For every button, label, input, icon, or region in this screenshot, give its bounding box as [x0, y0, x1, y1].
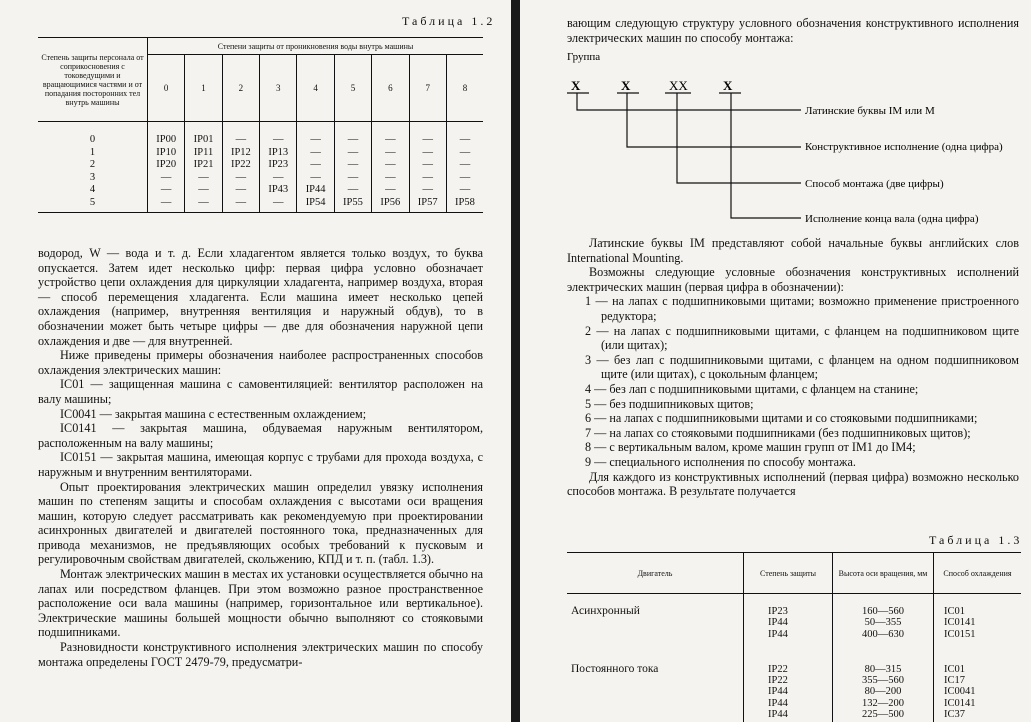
paragraph: Возможны следующие условные обозначения конструктивных исполнений электрических машин (первая цифра в обозначении): [567, 265, 1019, 294]
paragraph: IC0141 — закрытая машина, обдуваемая наружным вентилятором, расположенным на валу машины; [38, 421, 483, 450]
table-row [38, 147, 483, 160]
t13-value: IC01 [944, 606, 965, 617]
book-spine [511, 0, 520, 722]
paragraph: IC0041 — закрытая машина с естественным охлаждением; [60, 406, 367, 421]
table-row [38, 122, 483, 147]
table-cell: IP54 [297, 197, 334, 213]
table-cell: — [222, 172, 259, 185]
table-1-2-row-header: Степень защиты персонала от соприкосновения с токоведущими и вращающимися частями и от попадания посторонних тел внутрь машины [38, 38, 148, 122]
table-cell: — [459, 171, 471, 183]
paragraph: Латинские буквы IM представляют собой начальные буквы английских слов International Mounting. [567, 236, 1019, 265]
table-cell: — [409, 184, 446, 197]
table-row [38, 172, 483, 185]
symbol-x2: X [621, 78, 631, 93]
table-cell: IP11 [185, 147, 222, 160]
table-cell: — [297, 159, 334, 172]
design-list [567, 294, 1019, 469]
table-cell: IP43 [260, 184, 297, 197]
symbol-x4: X [723, 78, 733, 93]
t13-value: IC0141 [944, 617, 976, 629]
table-1-2-col-label: 3 [260, 55, 297, 122]
table-cell: IP22 [222, 159, 259, 172]
table-cell: — [260, 122, 297, 147]
table-1-2-col-label: 0 [148, 55, 185, 122]
table-cell: IP12 [222, 147, 259, 160]
paragraph: IC0151 — закрытая машина, имеющая корпус с трубами для прохода воздуха, с наружным и внутренним вентиляторами. [38, 450, 483, 479]
table-cell: — [372, 122, 409, 147]
t13-value: 80—200 [864, 686, 902, 698]
table-1-2-col-label: 8 [446, 55, 483, 122]
right-intro: вающим следующую структуру условного обозначения конструктивного исполнения электрических машин по способу монтажа: [567, 16, 1019, 45]
symbol-xx: XX [669, 78, 688, 93]
t13-header: Высота оси вращения, мм [833, 553, 934, 594]
table-cell: — [409, 147, 446, 160]
t13-height [833, 648, 934, 722]
table-cell: — [185, 197, 222, 213]
t13-protection [744, 594, 833, 648]
t13-value: IP44 [768, 697, 788, 709]
paragraph: водород, W — вода и т. д. Если хладагентом является только воздух, то буква опускается. Затем идет несколько цифр: первая цифра условно обозначает устройство цепи охлаждения для циркуляции хладагента, например воздуха, вторая — способ перемещения хладагента. Если машина имеет несколько цепей охлаждения (например, внутренняя вентиляция и наружный обдув), то в обозначении может быть четыре цифры — две для обозначения наружной цепи охлаждения и две — для внутренней. [38, 246, 483, 348]
table-1-2-group-header: Степени защиты от проникновения воды внутрь машины [148, 38, 484, 55]
t13-header: Двигатель [567, 553, 744, 594]
table-cell: — [409, 172, 446, 185]
diagram-label: Исполнение конца вала (одна цифра) [805, 213, 979, 225]
t13-value: IP23 [768, 606, 788, 617]
t13-cooling [934, 648, 1022, 722]
table-cell: IP57 [409, 197, 446, 213]
t13-motor: Асинхронный [567, 594, 744, 648]
t13-value: IC17 [944, 675, 965, 687]
diagram-label: Латинские буквы IM или M [805, 105, 935, 117]
t13-height [833, 594, 934, 648]
t13-value: 160—560 [862, 606, 904, 617]
table-cell: IP55 [334, 197, 371, 213]
list-item: 2 — на лапах с подшипниковыми щитами, с фланцем на подшипниковом щите (или щитах); [585, 323, 1019, 353]
table-1-2-caption: Таблица 1.2 [402, 14, 496, 28]
list-item: 4 — без лап с подшипниковыми щитами, с фланцем на станине; [585, 381, 919, 396]
paragraph: Монтаж электрических машин в местах их установки осуществляется обычно на лапах или посредством фланцев. При этом возможно разное пространственное расположение оси вала машины (например, горизонтальное или вертикальное). Электрические машины большей мощности обычно выполняют со стояковыми подшипниками. [38, 567, 483, 640]
table-cell: — [372, 159, 409, 172]
table-1-2-col-label: 2 [222, 55, 259, 122]
table-cell: — [260, 197, 297, 213]
table-cell: IP23 [260, 159, 297, 172]
paragraph: Разновидности конструктивного исполнения электрических машин по способу монтажа определены ГОСТ 2479-79, предусматри- [38, 640, 483, 669]
t13-value: IP22 [768, 675, 788, 687]
table-row [567, 648, 1021, 722]
paragraph: IC01 — защищенная машина с самовентиляцией: вентилятор расположен на валу машины; [38, 377, 483, 406]
right-page [521, 0, 1031, 722]
list-item: 9 — специального исполнения по способу монтажа. [585, 454, 856, 469]
right-text [567, 236, 1019, 499]
table-cell: — [459, 146, 471, 158]
t13-value: IP22 [768, 663, 788, 675]
list-item: 1 — на лапах с подшипниковыми щитами; возможно применение пристроенного редуктора; [585, 294, 1019, 323]
list-item: 8 — с вертикальным валом, кроме машин групп от IM1 до IM4; [585, 440, 916, 455]
list-item: 6 — на лапах с подшипниковыми щитами и со стояковыми подшипниками; [585, 411, 978, 426]
table-cell: — [372, 172, 409, 185]
table-cell: — [148, 197, 185, 213]
designation-diagram [567, 50, 1027, 228]
table-row [38, 184, 483, 197]
table-cell: — [334, 184, 371, 197]
table-row [38, 159, 483, 172]
left-page [0, 0, 510, 722]
row-label: 0 [38, 122, 148, 147]
table-1-2-col-label: 4 [297, 55, 334, 122]
table-cell: — [372, 147, 409, 160]
table-cell: — [409, 122, 446, 147]
table-cell: IP58 [446, 197, 483, 213]
t13-value: IP44 [768, 709, 788, 721]
table-cell: — [297, 147, 334, 160]
t13-value: IC01 [944, 663, 965, 675]
symbol-x1: X [571, 78, 581, 93]
t13-protection [744, 648, 833, 722]
list-item: 7 — на лапах со стояковыми подшипниками (без подшипниковых щитов); [585, 425, 971, 440]
table-cell: IP20 [148, 159, 185, 172]
table-1-2-col-label: 7 [409, 55, 446, 122]
table-row [38, 197, 483, 213]
table-cell: IP44 [297, 184, 334, 197]
table-row [567, 594, 1021, 648]
t13-value: IC37 [944, 709, 965, 721]
table-cell: — [372, 184, 409, 197]
diagram-label: Способ монтажа (две цифры) [805, 178, 944, 190]
table-cell: IP13 [260, 147, 297, 160]
row-label: 2 [38, 159, 148, 172]
row-label: 5 [38, 197, 148, 213]
table-1-3 [567, 552, 1021, 722]
table-cell: — [148, 172, 185, 185]
table-1-2-col-label: 1 [185, 55, 222, 122]
table-cell: IP01 [185, 122, 222, 147]
table-1-2-col-label: 6 [372, 55, 409, 122]
table-cell: — [260, 172, 297, 185]
row-label: 3 [38, 172, 148, 185]
table-cell: — [222, 122, 259, 147]
table-cell: — [297, 122, 334, 147]
t13-value: IC0041 [944, 686, 976, 698]
paragraph: Опыт проектирования электрических машин определил увязку исполнения машин по степеням защиты и способам охлаждения с высотами оси вращения машин, которую следует рассматривать как рекомендуемую при проектировании асинхронных двигателей и двигателей постоянного тока, предназначенных для привода механизмов, не предъявляющих особых требований к пусковым и регулировочным свойствам двигателей, скольжению, КПД и т. п. (табл. 1.3). [38, 479, 483, 567]
t13-cooling [934, 594, 1022, 648]
row-label: 1 [38, 147, 148, 160]
row-label: 4 [38, 184, 148, 197]
table-cell: — [185, 172, 222, 185]
t13-value: IC0151 [944, 628, 976, 640]
t13-value: 132—200 [862, 697, 904, 709]
table-cell: — [334, 172, 371, 185]
table-cell: — [185, 184, 222, 197]
table-cell: IP56 [372, 197, 409, 213]
table-cell: — [222, 197, 259, 213]
group-label: Группа [567, 51, 601, 63]
t13-value: 225—500 [862, 709, 904, 721]
table-cell: — [222, 184, 259, 197]
table-cell: IP10 [148, 147, 185, 160]
t13-value: IP44 [768, 628, 788, 640]
t13-value: 355—560 [862, 675, 904, 687]
t13-value: IC0141 [944, 697, 976, 709]
left-text [38, 246, 483, 669]
table-cell: — [409, 159, 446, 172]
table-1-2-col-label: 5 [334, 55, 371, 122]
table-cell: — [297, 172, 334, 185]
t13-motor: Постоянного тока [567, 648, 744, 722]
table-cell: IP00 [148, 122, 185, 147]
diagram-label: Конструктивное исполнение (одна цифра) [805, 141, 1003, 153]
table-cell: IP21 [185, 159, 222, 172]
table-cell: — [334, 159, 371, 172]
table-cell: — [459, 184, 471, 195]
t13-value: IP44 [768, 617, 788, 629]
paragraph: Ниже приведены примеры обозначения наиболее распространенных способов охлаждения электрических машин: [38, 348, 483, 377]
table-cell: — [459, 134, 471, 145]
t13-header: Способ охлаждения [934, 553, 1022, 594]
table-cell: — [459, 159, 471, 170]
t13-value: 50—355 [864, 617, 902, 629]
table-1-2 [38, 37, 483, 213]
table-cell: — [148, 184, 185, 197]
table-cell: — [334, 147, 371, 160]
t13-value: 400—630 [862, 628, 904, 640]
table-cell: — [334, 122, 371, 147]
list-item: 3 — без лап с подшипниковыми щитами, с фланцем на одном подшипниковом щите (или щитах), с цокольным фланцем; [585, 352, 1019, 382]
table-1-3-caption: Таблица 1.3 [929, 533, 1023, 547]
t13-value: IP44 [768, 686, 788, 698]
t13-value: 80—315 [864, 663, 902, 675]
list-item: 5 — без подшипниковых щитов; [585, 396, 754, 411]
paragraph: Для каждого из конструктивных исполнений (первая цифра) возможно несколько способов монтажа. В результате получается [567, 469, 1019, 499]
t13-header: Степень защиты [744, 553, 833, 594]
